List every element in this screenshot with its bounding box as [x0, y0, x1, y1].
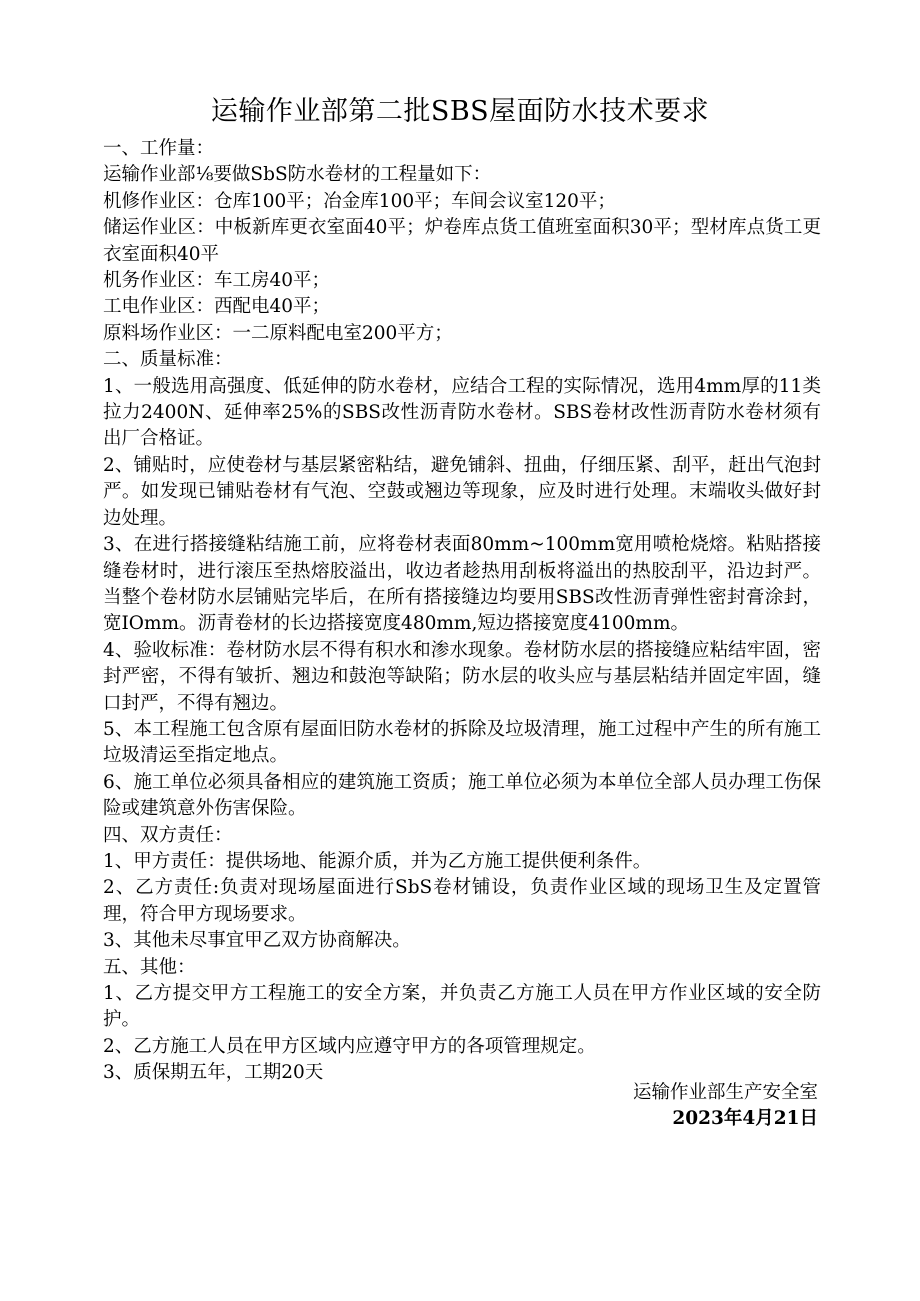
quality-paragraph-4: 4、验收标准：卷材防水层不得有积水和渗水现象。卷材防水层的搭接缝应粘结牢固，密封严密，不得有皱折、翘边和鼓泡等缺陷；防水层的收头应与基层粘结并固定牢固，缝口封严，不得有翘边。 — [103, 639, 821, 714]
section-heading-workload: 一、工作量： — [103, 138, 215, 159]
document-title: 运输作业部第二批SBS屋面防水技术要求 — [210, 96, 710, 127]
responsibility-paragraph-3: 3、其他未尽事宜甲乙双方协商解决。 — [103, 930, 411, 952]
document-body — [103, 136, 821, 1087]
workload-intro: 运输作业部⅛要做SbS防水卷材的工程量如下： — [103, 164, 492, 186]
other-paragraph-2: 2、乙方施工人员在甲方区域内应遵守甲方的各项管理规定。 — [103, 1035, 596, 1057]
quality-paragraph-5: 5、本工程施工包含原有屋面旧防水卷材的拆除及垃圾清理，施工过程中产生的所有施工垃圾清运至指定地点。 — [103, 718, 821, 767]
quality-paragraph-2: 2、铺贴时，应使卷材与基层紧密粘结，避免铺斜、扭曲，仔细压紧、刮平，赶出气泡封严。如发现已铺贴卷材有气泡、空鼓或翘边等现象，应及时进行处理。末端收头做好封边处理。 — [103, 454, 821, 529]
quality-paragraph-1: 1、一般选用高强度、低延伸的防水卷材，应结合工程的实际情况，选用4mm厚的11类拉力2400N、延伸率25%的SBS改性沥青防水卷材。SBS卷材改性沥青防水卷材须有出厂合格证。 — [103, 375, 821, 450]
section-heading-quality: 二、质量标准： — [103, 349, 233, 371]
other-paragraph-1: 1、乙方提交甲方工程施工的安全方案，并负责乙方施工人员在甲方作业区域的安全防护。 — [103, 983, 821, 1031]
workload-item-raw-material: 原料场作业区：一二原料配电室200平方； — [103, 322, 453, 344]
workload-item-repair: 机修作业区：仓库100平；冶金库100平；车间会议室120平； — [103, 190, 616, 212]
responsibility-paragraph-2: 2、乙方责任:负责对现场屋面进行SbS卷材铺设，负责作业区域的现场卫生及定置管理，符合甲方现场要求。 — [103, 877, 821, 925]
document-footer — [633, 1080, 818, 1133]
quality-paragraph-6: 6、施工单位必须具备相应的建筑施工资质；施工单位必须为本单位全部人员办理工伤保险或建筑意外伤害保险。 — [103, 771, 821, 820]
workload-item-electrical: 工电作业区：西配电40平； — [103, 296, 331, 318]
section-heading-other: 五、其他： — [103, 956, 196, 978]
quality-paragraph-3: 3、在进行搭接缝粘结施工前，应将卷材表面80mm~100mm宽用喷枪烧熔。粘贴搭接缝卷材时，进行滚压至热熔胶溢出，收边者趁热用刮板将溢出的热胶刮平，沿边封严。当整个卷材防水层铺贴完毕后，在所有搭接缝边均要用SBS改性沥青弹性密封膏涂封，宽IOmm。沥青卷材的长边搭接宽度480mm,短边搭接宽度4100mm。 — [103, 534, 821, 635]
issuing-department: 运输作业部生产安全室 — [632, 1082, 818, 1103]
workload-item-locomotive: 机务作业区：车工房40平； — [103, 270, 331, 292]
responsibility-paragraph-1: 1、甲方责任：提供场地、能源介质，并为乙方施工提供便利条件。 — [103, 850, 652, 872]
issue-date: 2023年4月21日 — [672, 1108, 818, 1130]
workload-item-storage: 储运作业区：中板新库更衣室面40平；炉卷库点货工值班室面积30平；型材库点货工更衣室面积40平 — [103, 217, 821, 265]
section-heading-responsibilities: 四、双方责任： — [103, 824, 233, 846]
other-paragraph-3: 3、质保期五年，工期20天 — [103, 1062, 324, 1084]
